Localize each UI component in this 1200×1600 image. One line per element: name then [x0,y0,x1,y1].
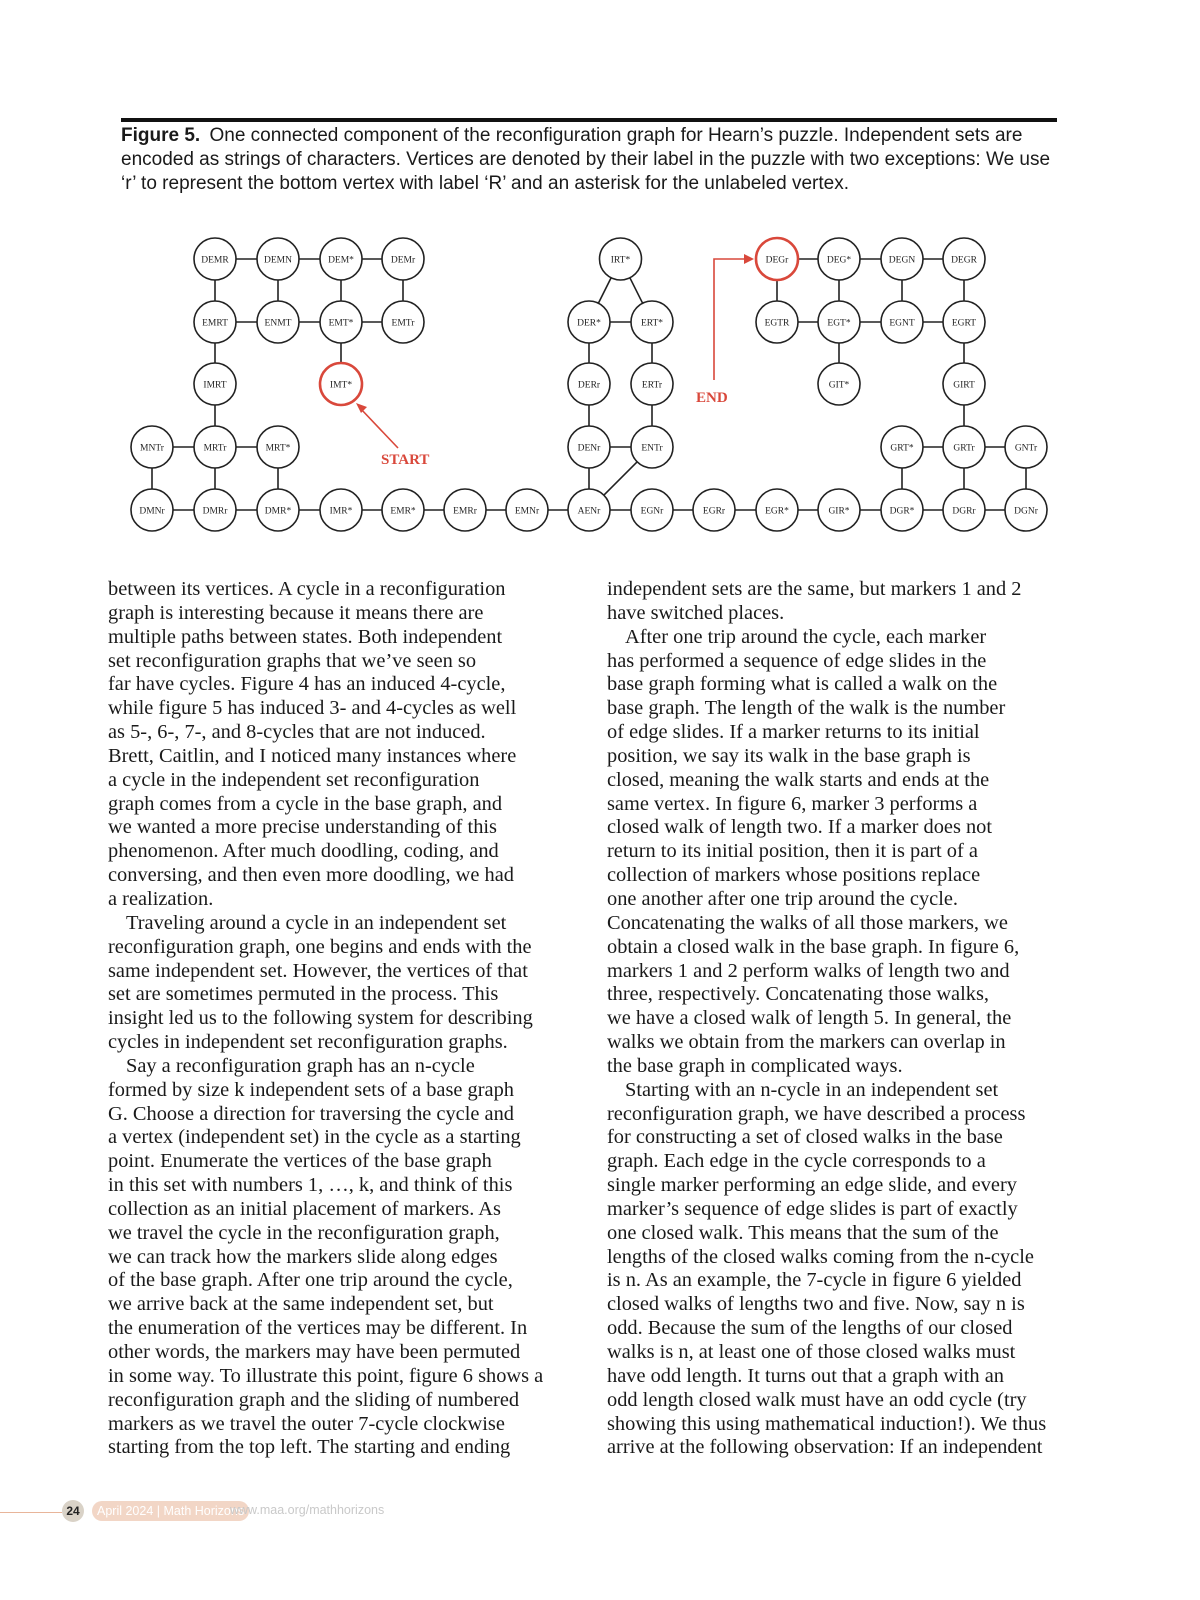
graph-node-label: EGNr [640,506,664,517]
graph-node-label: EMTr [391,318,415,329]
graph-node-label: EGT* [827,318,851,329]
text-line: showing this using mathematical induction!). We thus [607,1412,1047,1435]
text-line: the base graph in complicated ways. [607,1054,903,1077]
text-line: base graph. The length of the walk is the number [607,697,1006,720]
graph-node-label: GNTr [1014,443,1038,454]
graph-node-label: DMRr [202,506,228,517]
text-line: point. Enumerate the vertices of the base graph [108,1150,492,1173]
text-line: independent sets are the same, but markers 1 and 2 [607,578,1022,600]
figure-top-rule [121,118,1057,122]
end-arrow [714,259,745,380]
text-line: markers 1 and 2 perform walks of length two and [607,959,1010,982]
graph-node-label: EGNT [889,318,915,329]
text-line: starting from the top left. The starting and ending [108,1436,511,1459]
text-line: walks is n, at least one of those closed walks must [607,1341,1016,1363]
text-line: graph comes from a cycle in the base graph, and [108,792,503,815]
figure-caption [121,124,1057,196]
start-arrowhead [356,403,367,413]
text-line: Brett, Caitlin, and I noticed many instances where [108,744,517,767]
text-line: formed by size k independent sets of a base graph [108,1078,514,1101]
graph-node-label: GIR* [828,506,850,517]
graph-node-label: EGR* [765,506,789,517]
text-line: graph is interesting because it means there are [108,601,484,624]
graph-node-label: DENr [577,443,601,454]
text-line: cycles in independent set reconfiguration graphs. [108,1031,508,1054]
text-line: a vertex (independent set) in the cycle as a starting [108,1126,521,1149]
text-line: of edge slides. If a marker returns to its initial [607,721,980,744]
page-number: 24 [62,1500,84,1522]
text-line: has performed a sequence of edge slides in the [607,649,987,672]
graph-node-label: AENr [577,506,601,517]
paragraph [607,1079,1072,1461]
text-line: of the base graph. After one trip around the cycle, [108,1269,513,1292]
body-column-left [108,578,573,1460]
graph-node-label: GRTr [953,443,975,454]
text-line: collection as an initial placement of markers. As [108,1197,501,1220]
text-line: a cycle in the independent set reconfiguration [108,768,480,791]
graph-node-label: EMT* [328,318,354,329]
graph-node-label: DEMr [390,255,416,266]
text-line: odd. Because the sum of the lengths of our closed [607,1317,1013,1340]
graph-node-label: ENMT [264,318,292,329]
graph-node-label: EMRT [202,318,228,329]
paragraph [108,1055,573,1460]
text-line: one closed walk. This means that the sum of the [607,1221,999,1244]
issue-label: April 2024 | Math Horizons [92,1501,249,1521]
text-line: in some way. To illustrate this point, figure 6 shows a [108,1364,544,1387]
text-line: in this set with numbers 1, …, k, and think of this [108,1174,513,1197]
graph-node-label: DGRr [952,506,976,517]
text-line: lengths of the closed walks coming from the n-cycle [607,1245,1034,1268]
text-line: is n. As an example, the 7-cycle in figure 6 yielded [607,1269,1022,1292]
graph-node-label: GIRT [953,380,975,391]
graph-node-label: MRT* [265,443,291,454]
text-line: Starting with an n-cycle in an independent set [625,1078,999,1101]
graph-node-label: DEG* [826,255,852,266]
text-line: one another after one trip around the cycle. [607,887,959,910]
graph-node-label: DEMR [201,255,229,266]
end-arrowhead [744,254,754,264]
graph-node-label: DGR* [889,506,915,517]
start-arrow [360,408,398,448]
text-line: markers as we travel the outer 7-cycle clockwise [108,1412,505,1435]
text-line: return to its initial position, then it is part of a [607,840,978,863]
paragraph [607,626,1072,1079]
text-line: insight led us to the following system for describing [108,1007,533,1030]
text-line: as 5-, 6-, 7-, and 8-cycles that are not induced. [108,721,486,744]
text-line: closed walks of lengths two and five. Now, say n is [607,1293,1025,1316]
graph-node-label: DGNr [1014,506,1038,517]
graph-node-label: ERT* [640,318,664,329]
text-line: collection of markers whose positions replace [607,864,981,887]
text-line: a realization. [108,887,214,910]
text-line: obtain a closed walk in the base graph. In figure 6, [607,935,1020,958]
text-line: After one trip around the cycle, each marker [625,625,987,648]
graph-node-label: DERr [577,380,601,391]
text-line: while figure 5 has induced 3- and 4-cycles as well [108,697,517,720]
text-line: we arrive back at the same independent set, but [108,1293,494,1316]
text-line: Say a reconfiguration graph has an n-cycle [126,1054,475,1077]
graph-node-label: GIT* [828,380,850,391]
text-line: single marker performing an edge slide, and every [607,1174,1017,1197]
text-line: other words, the markers may have been permuted [108,1341,521,1363]
paragraph [607,578,1072,626]
text-line: for constructing a set of closed walks in the base [607,1126,1003,1149]
footer-rule [0,1512,62,1513]
text-line: phenomenon. After much doodling, coding, and [108,840,499,863]
text-line: base graph forming what is called a walk on the [607,673,998,696]
reconfiguration-graph [0,225,1200,545]
text-line: Traveling around a cycle in an independent set [126,911,507,934]
text-line: odd length closed walk must have an odd cycle (try [607,1388,1027,1411]
text-line: far have cycles. Figure 4 has an induced 4-cycle, [108,673,506,696]
text-line: between its vertices. A cycle in a reconfiguration [108,578,506,600]
paragraph [108,578,573,912]
graph-node-label: EGRr [702,506,726,517]
text-line: set reconfiguration graphs that we’ve seen so [108,649,477,672]
text-line: same vertex. In figure 6, marker 3 performs a [607,792,978,815]
graph-node-label: EGTR [764,318,790,329]
start-label: START [381,452,430,468]
text-line: arrive at the following observation: If an independent [607,1436,1043,1459]
text-line: we wanted a more precise understanding of this [108,816,497,839]
text-line: G. Choose a direction for traversing the cycle and [108,1102,514,1125]
graph-node-label: EMRr [453,506,477,517]
graph-node-label: EMNr [514,506,540,517]
graph-node-label: DEGR [951,255,977,266]
graph-node-label: IMR* [329,506,353,517]
graph-node-label: IMRT [203,380,227,391]
text-line: we can track how the markers slide along edges [108,1245,498,1268]
graph-node-label: DEGr [765,255,789,266]
text-line: conversing, and then even more doodling, we had [108,864,515,887]
text-line: reconfiguration graph and the sliding of numbered [108,1388,520,1411]
graph-node-label: DMR* [264,506,292,517]
graph-node-label: ENTr [641,443,663,454]
text-line: have odd length. It turns out that a graph with an [607,1364,1004,1387]
graph-node-label: DEGN [888,255,916,266]
text-line: reconfiguration graph, one begins and ends with the [108,935,532,958]
graph-node-label: EMR* [390,506,416,517]
text-line: position, we say its walk in the base graph is [607,744,971,767]
text-line: marker’s sequence of edge slides is part of exactly [607,1197,1018,1220]
text-line: have switched places. [607,601,785,624]
figure-label: Figure 5. [121,125,201,146]
text-line: the enumeration of the vertices may be different. In [108,1317,528,1340]
text-line: Concatenating the walks of all those markers, we [607,911,1008,934]
page-footer [0,1498,600,1528]
graph-node-label: DEMN [264,255,292,266]
graph-node-label: GRT* [890,443,914,454]
text-line: walks we obtain from the markers can overlap in [607,1031,1006,1054]
text-line: multiple paths between states. Both independent [108,625,503,648]
graph-node-label: ERTr [641,380,663,391]
text-line: closed, meaning the walk starts and ends at the [607,768,990,791]
footer-url: www.maa.org/mathhorizons [230,1503,385,1517]
text-line: graph. Each edge in the cycle corresponds to a [607,1150,986,1173]
graph-node-label: MRTr [203,443,227,454]
text-line: set are sometimes permuted in the process. This [108,983,499,1006]
text-line: we have a closed walk of length 5. In general, the [607,1007,1012,1030]
graph-node-label: DMNr [139,506,165,517]
graph-node-label: IMT* [329,380,353,391]
text-line: same independent set. However, the vertices of that [108,959,528,982]
graph-node-label: IRT* [610,255,631,266]
text-line: we travel the cycle in the reconfiguration graph, [108,1221,500,1244]
end-label: END [696,390,728,406]
graph-node-label: DER* [577,318,601,329]
text-line: closed walk of length two. If a marker does not [607,816,993,839]
figure-caption-text: One connected component of the reconfiguration graph for Hearn’s puzzle. Independent sets are encoded as strings of characters. Vertices are denoted by their label in the puzzle with two exceptions: We use ‘r’ to represent the bottom vertex with label ‘R’ and an asterisk for the unlabeled vertex. [121,125,1051,194]
paragraph [108,912,573,1055]
text-line: reconfiguration graph, we have described a process [607,1102,1026,1125]
body-column-right [607,578,1072,1460]
graph-node-label: EGRT [951,318,977,329]
text-line: three, respectively. Concatenating those walks, [607,983,990,1006]
graph-node-label: MNTr [140,443,164,454]
graph-node-label: DEM* [328,255,354,266]
